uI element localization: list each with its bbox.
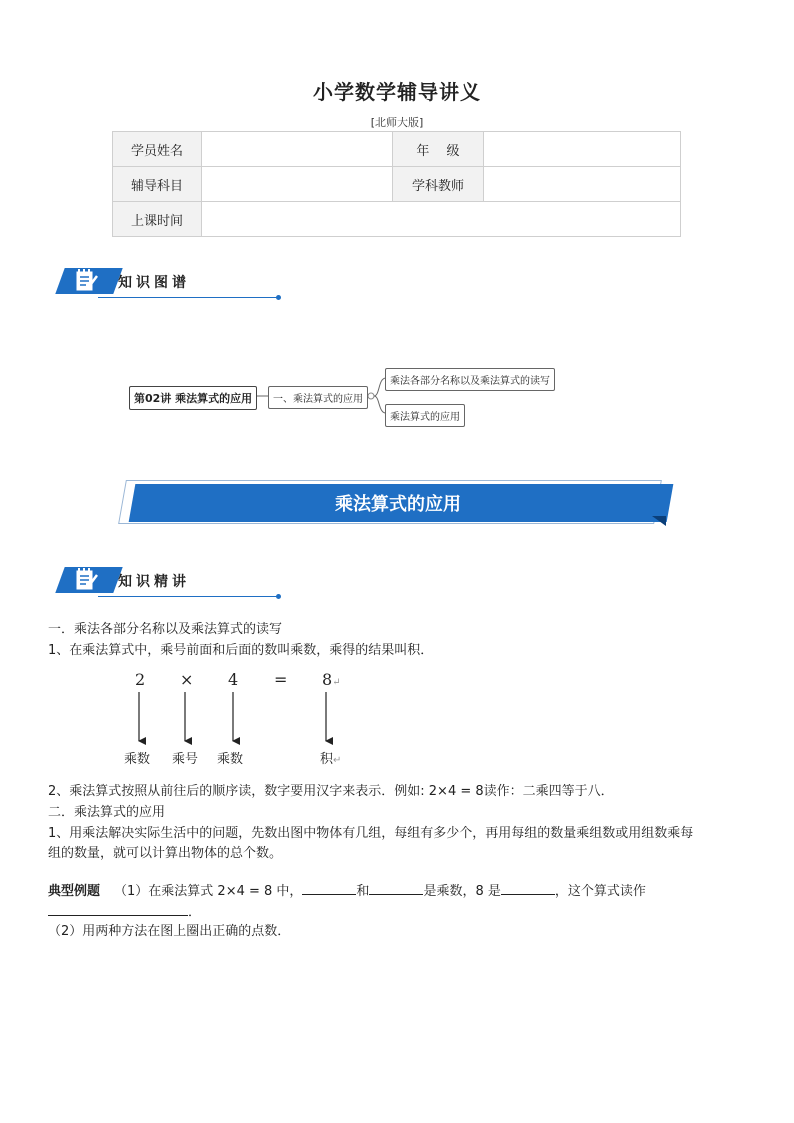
example-question-1 (48, 880, 646, 899)
return-mark: ↵ (332, 677, 341, 688)
paragraph-1: 1、在乘法算式中，乘号前面和后面的数叫乘数，乘得的结果叫积． (48, 643, 434, 658)
return-mark: ↵ (333, 755, 342, 766)
section-title: 知识图谱 (118, 275, 190, 291)
example-text-c: 是乘数，8 是 (423, 884, 501, 899)
section-title: 知识精讲 (118, 574, 190, 590)
paragraph-3-line-2: 组的数量，就可以计算出物体的总个数。 (48, 846, 283, 861)
formula-product-value: 8 (322, 670, 333, 689)
mindmap-leaf-node: 乘法各部分名称以及乘法算式的读写 (385, 368, 555, 391)
edition-label: [北师大版] (370, 116, 424, 129)
student-name-label: 学员姓名 (113, 132, 202, 167)
answer-blank-4[interactable] (48, 903, 188, 916)
paragraph-2: 2、乘法算式按照从前往后的顺序读，数字要用汉字来表示．例如: 2×4 = 8读作：二乘四等于八． (48, 784, 614, 799)
formula-equals: = (274, 670, 288, 689)
formula-factor-a: 2 (135, 670, 146, 689)
example-question-2: （2）用两种方法在图上圈出正确的点数． (48, 924, 291, 939)
label-product (320, 748, 341, 767)
banner-title: 乘法算式的应用 (335, 494, 461, 515)
example-text-b: 和 (356, 884, 370, 899)
example-text-end: ． (188, 905, 202, 920)
heading-part-two: 二．乘法算式的应用 (48, 805, 166, 820)
formula-times: × (180, 670, 194, 689)
example-label: 典型例题 (48, 884, 101, 899)
paragraph-3-line-1: 1、用乘法解决实际生活中的问题，先数出图中物体有几组，每组有多少个，再用每组的数量乘组数或用组数乘每 (48, 826, 694, 841)
label-factor-a: 乘数 (124, 752, 151, 767)
answer-blank-1[interactable] (302, 882, 356, 895)
label-factor-b: 乘数 (217, 752, 244, 767)
mindmap-root-node: 第02讲 乘法算式的应用 (129, 386, 257, 410)
example-text-a: （1）在乘法算式 2×4 = 8 中， (114, 884, 303, 899)
label-times: 乘号 (172, 752, 199, 767)
example-question-1-continued (48, 901, 201, 920)
formula-factor-b: 4 (228, 670, 239, 689)
heading-part-one: 一．乘法各部分名称以及乘法算式的读写 (48, 622, 283, 637)
teacher-label: 学科教师 (393, 167, 484, 202)
page-title: 小学数学辅导讲义 (313, 80, 481, 104)
subject-label: 辅导科目 (113, 167, 202, 202)
answer-blank-2[interactable] (369, 882, 423, 895)
mindmap-branch-node: 一、乘法算式的应用 (268, 386, 368, 409)
label-product-text: 积 (320, 752, 334, 767)
class-time-label: 上课时间 (113, 202, 202, 237)
grade-label: 年 级 (393, 132, 484, 167)
example-text-d: ，这个算式读作 (554, 884, 646, 899)
mindmap-leaf-node: 乘法算式的应用 (385, 404, 465, 427)
answer-blank-3[interactable] (501, 882, 555, 895)
